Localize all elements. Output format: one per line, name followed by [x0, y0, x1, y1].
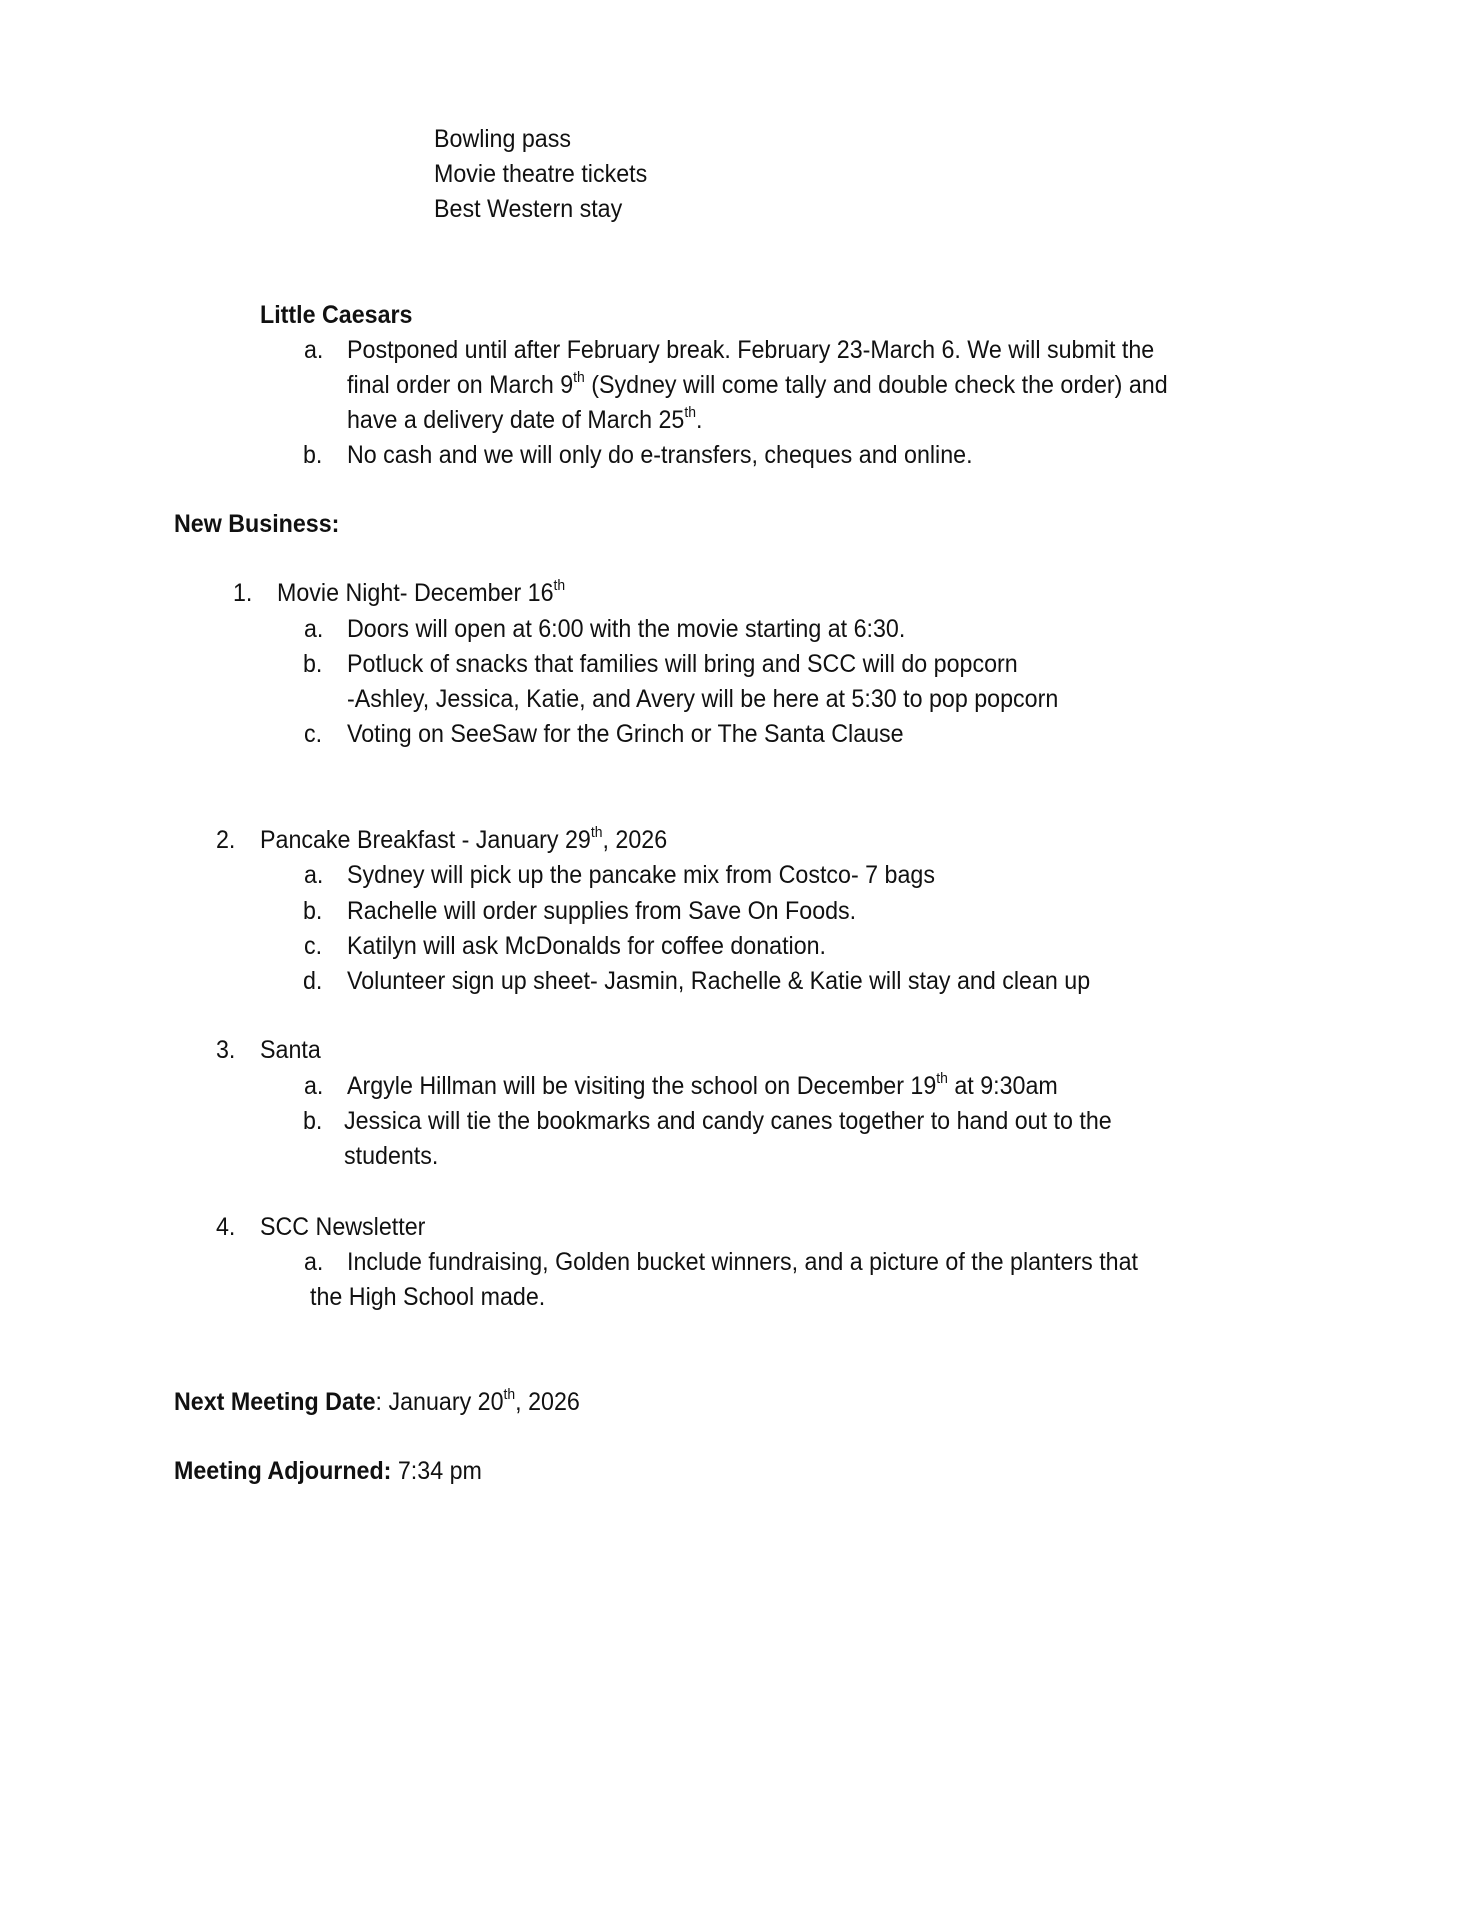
superscript: th: [553, 576, 566, 594]
next-meeting-label: Next Meeting Date: [174, 1388, 376, 1416]
text: , 2026: [515, 1388, 580, 1416]
topic-title: [260, 825, 667, 855]
topic-title: [277, 578, 565, 608]
topic-title: [260, 1212, 425, 1242]
list-item-text: Sydney will pick up the pancake mix from Costco- 7 bags: [347, 861, 935, 889]
list-item-text: Voting on SeeSaw for the Grinch or The Santa Clause: [347, 720, 904, 748]
list-item-text: Jessica will tie the bookmarks and candy canes together to hand out to the: [344, 1107, 1112, 1135]
text: final order on March 9: [347, 371, 574, 399]
topic-number: 1.: [233, 579, 253, 607]
list-item-text: Postponed until after February break. February 23-March 6. We will submit the: [347, 336, 1155, 364]
text: .: [695, 406, 703, 434]
section-heading-new-business: New Business:: [174, 510, 340, 538]
topic-title: [260, 1035, 321, 1065]
text: Movie Night- December 16: [277, 579, 554, 607]
list-marker: c.: [304, 932, 323, 960]
topic-number: 4.: [216, 1213, 236, 1241]
topic-number: 2.: [216, 826, 236, 854]
text: SCC Newsletter: [260, 1213, 426, 1241]
list-item-text: No cash and we will only do e-transfers, cheques and online.: [347, 441, 973, 469]
adjourned-label: Meeting Adjourned:: [174, 1457, 392, 1485]
text: (Sydney will come tally and double check the order) and: [584, 371, 1168, 399]
list-marker: a.: [304, 336, 324, 364]
list-item-text: Include fundraising, Golden bucket winners, and a picture of the planters that: [347, 1248, 1138, 1276]
list-marker: d.: [303, 967, 323, 995]
list-marker: b.: [303, 897, 323, 925]
next-meeting-date: [174, 1387, 580, 1417]
meeting-adjourned: [174, 1456, 482, 1486]
adjourned-time: 7:34 pm: [391, 1457, 482, 1485]
list-marker: c.: [304, 720, 323, 748]
superscript: th: [936, 1069, 948, 1087]
text: at 9:30am: [947, 1072, 1058, 1100]
text: Santa: [260, 1036, 321, 1064]
list-marker: b.: [303, 1107, 323, 1135]
list-marker: a.: [304, 1072, 324, 1100]
text: Pancake Breakfast - January 29: [260, 826, 591, 854]
list-item-text: Potluck of snacks that families will bring and SCC will do popcorn: [347, 650, 1018, 678]
list-marker: a.: [304, 861, 324, 889]
list-item-text: Katilyn will ask McDonalds for coffee donation.: [347, 932, 827, 960]
text: , 2026: [602, 826, 668, 854]
superscript: th: [590, 823, 603, 841]
list-marker: b.: [303, 441, 323, 469]
prize-item: Movie theatre tickets: [434, 160, 648, 188]
text: have a delivery date of March 25: [347, 406, 685, 434]
superscript: th: [573, 368, 585, 386]
list-item-text: Volunteer sign up sheet- Jasmin, Rachelle & Katie will stay and clean up: [347, 967, 1091, 995]
superscript: th: [684, 403, 696, 421]
prize-item: Bowling pass: [434, 125, 572, 153]
prize-item: Best Western stay: [434, 195, 623, 223]
superscript: th: [503, 1385, 516, 1403]
list-marker: a.: [304, 615, 324, 643]
list-item-continuation: students.: [344, 1142, 439, 1170]
topic-number: 3.: [216, 1036, 236, 1064]
text: Argyle Hillman will be visiting the school on December 19: [347, 1072, 937, 1100]
list-item-text: Rachelle will order supplies from Save On Foods.: [347, 897, 857, 925]
section-heading-little-caesars: Little Caesars: [260, 301, 413, 329]
text: :: [375, 1388, 389, 1416]
list-item-continuation: -Ashley, Jessica, Katie, and Avery will be here at 5:30 to pop popcorn: [347, 685, 1059, 713]
list-marker: b.: [303, 650, 323, 678]
list-item-text: [347, 405, 702, 435]
list-item-text: Doors will open at 6:00 with the movie starting at 6:30.: [347, 615, 906, 643]
list-item-text: [347, 370, 1168, 400]
list-item-continuation: the High School made.: [310, 1283, 546, 1311]
list-marker: a.: [304, 1248, 324, 1276]
text: January 20: [388, 1388, 504, 1416]
list-item-text: [347, 1071, 1058, 1101]
